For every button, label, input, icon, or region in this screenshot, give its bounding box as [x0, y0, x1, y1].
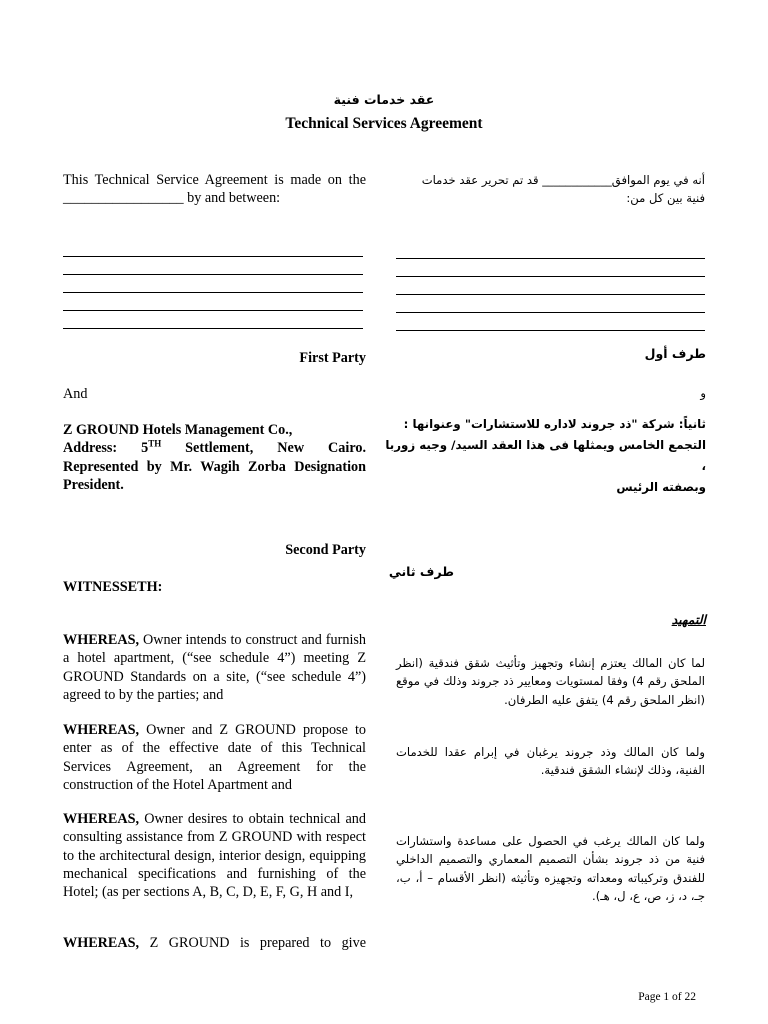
- blank-line-right-1: [396, 258, 705, 259]
- blank-line-left-3: [63, 292, 363, 293]
- whereas-clause-3: [63, 810, 366, 901]
- blank-line-right-4: [396, 312, 705, 313]
- company-representative-arabic: وبصفته الرئيس: [616, 480, 706, 494]
- whereas-clause-3-arabic: ولما كان المالك يرغب في الحصول على مساعدة واستشارات فنية من ذد جروند بشأن التصميم المعماري والتصميم الداخلي للفندق وتركيباته ومعداته وتجهيزه وتأثيثه (انظر الأقسام – أ، ب، جـ، د، ز، ص، ع، ل، هـ).: [396, 834, 705, 903]
- second-party-label-arabic: طرف ثاني: [388, 564, 454, 579]
- and-label-arabic: و: [700, 386, 706, 400]
- intro-arabic-line1: [396, 171, 705, 189]
- company-address: [63, 439, 366, 457]
- witnesseth-heading: WITNESSETH:: [63, 579, 163, 595]
- address-part-b: Settlement, New Cairo.: [185, 440, 366, 457]
- whereas-text: Owner and Z GROUND propose to enter as of the effective date of this Technical Services Agreement, an Agreement for the construction of the Hotel Apartment and: [63, 722, 366, 793]
- first-party-label: First Party: [299, 350, 366, 366]
- whereas-keyword: WHEREAS,: [63, 811, 140, 827]
- intro-arabic: [396, 171, 705, 208]
- first-party-label-arabic: طرف أول: [644, 346, 706, 361]
- whereas-clause-4: [63, 934, 366, 952]
- company-name: Z GROUND Hotels Management Co.,: [63, 422, 293, 438]
- blank-line-left-2: [63, 274, 363, 275]
- intro-english: This Technical Service Agreement is made on the _________________ by and between:: [63, 172, 366, 207]
- intro-arabic-part-a: أنه في يوم الموافق: [611, 173, 705, 187]
- page-number: Page 1 of 22: [638, 991, 696, 1003]
- blank-line-right-5: [396, 330, 705, 331]
- whereas-clause-1: [63, 631, 366, 704]
- whereas-keyword: WHEREAS,: [63, 632, 140, 648]
- whereas-clause-2: [63, 721, 366, 794]
- title-english: Technical Services Agreement: [285, 115, 483, 132]
- intro-arabic-part-b: قد تم تحرير عقد خدمات: [421, 173, 539, 187]
- whereas-keyword: WHEREAS,: [63, 722, 140, 738]
- intro-arabic-line2: فنية بين كل من:: [626, 191, 705, 206]
- blank-line-right-3: [396, 294, 705, 295]
- second-party-label: Second Party: [285, 542, 366, 558]
- company-address-arabic: التجمع الخامس ويمثلها فى هذا العقد السيد/ وجيه زوربا ،: [385, 438, 706, 473]
- whereas-keyword: WHEREAS,: [63, 935, 140, 951]
- title-arabic: عقد خدمات فنية: [333, 92, 435, 107]
- blank-line-right-2: [396, 276, 705, 277]
- blank-line-left-5: [63, 328, 363, 329]
- company-representative: Represented by Mr. Wagih Zorba Designation President.: [63, 458, 366, 493]
- and-label: And: [63, 386, 88, 402]
- blank-line-left-1: [63, 256, 363, 257]
- preamble-heading-arabic: التمهيد: [671, 612, 706, 627]
- second-party-details-arabic: [380, 414, 706, 498]
- whereas-clause-2-arabic: ولما كان المالك وذد جروند يرغبان في إبرام عقدا للخدمات الفنية، وذلك لإنشاء الشقق فندقية.: [396, 745, 705, 778]
- address-part-a: Address: 5: [63, 440, 149, 457]
- blank-line-left-4: [63, 310, 363, 311]
- company-name-arabic: ثانياً: شركة "ذد جروند لاداره للاستشارات" وعنوانها :: [403, 417, 706, 431]
- intro-arabic-blank: ____________: [542, 173, 612, 187]
- whereas-text: Z GROUND is prepared to give: [139, 935, 366, 951]
- second-party-details: [63, 421, 366, 494]
- whereas-text: Owner intends to construct and furnish a hotel apartment, (“see schedule 4”) meeting Z GROUND Standards on a site, (“see schedule 4”) agreed to by the parties; and: [63, 632, 366, 703]
- whereas-text: Owner desires to obtain technical and consulting assistance from Z GROUND with respect to the architectural design, interior design, equipping mechanical specifications and furnishing of the Hotel; (as per sections A, B, C, D, E, F, G, H and I,: [63, 811, 366, 901]
- whereas-clause-1-arabic: لما كان المالك يعتزم إنشاء وتجهيز وتأثيث شقق فندقية (انظر الملحق رقم 4) وفقا لمستويات ومعايير ذد جروند وذلك في موقع (انظر الملحق رقم 4) يتفق عليه الطرفان.: [396, 656, 705, 707]
- address-superscript: TH: [148, 438, 162, 449]
